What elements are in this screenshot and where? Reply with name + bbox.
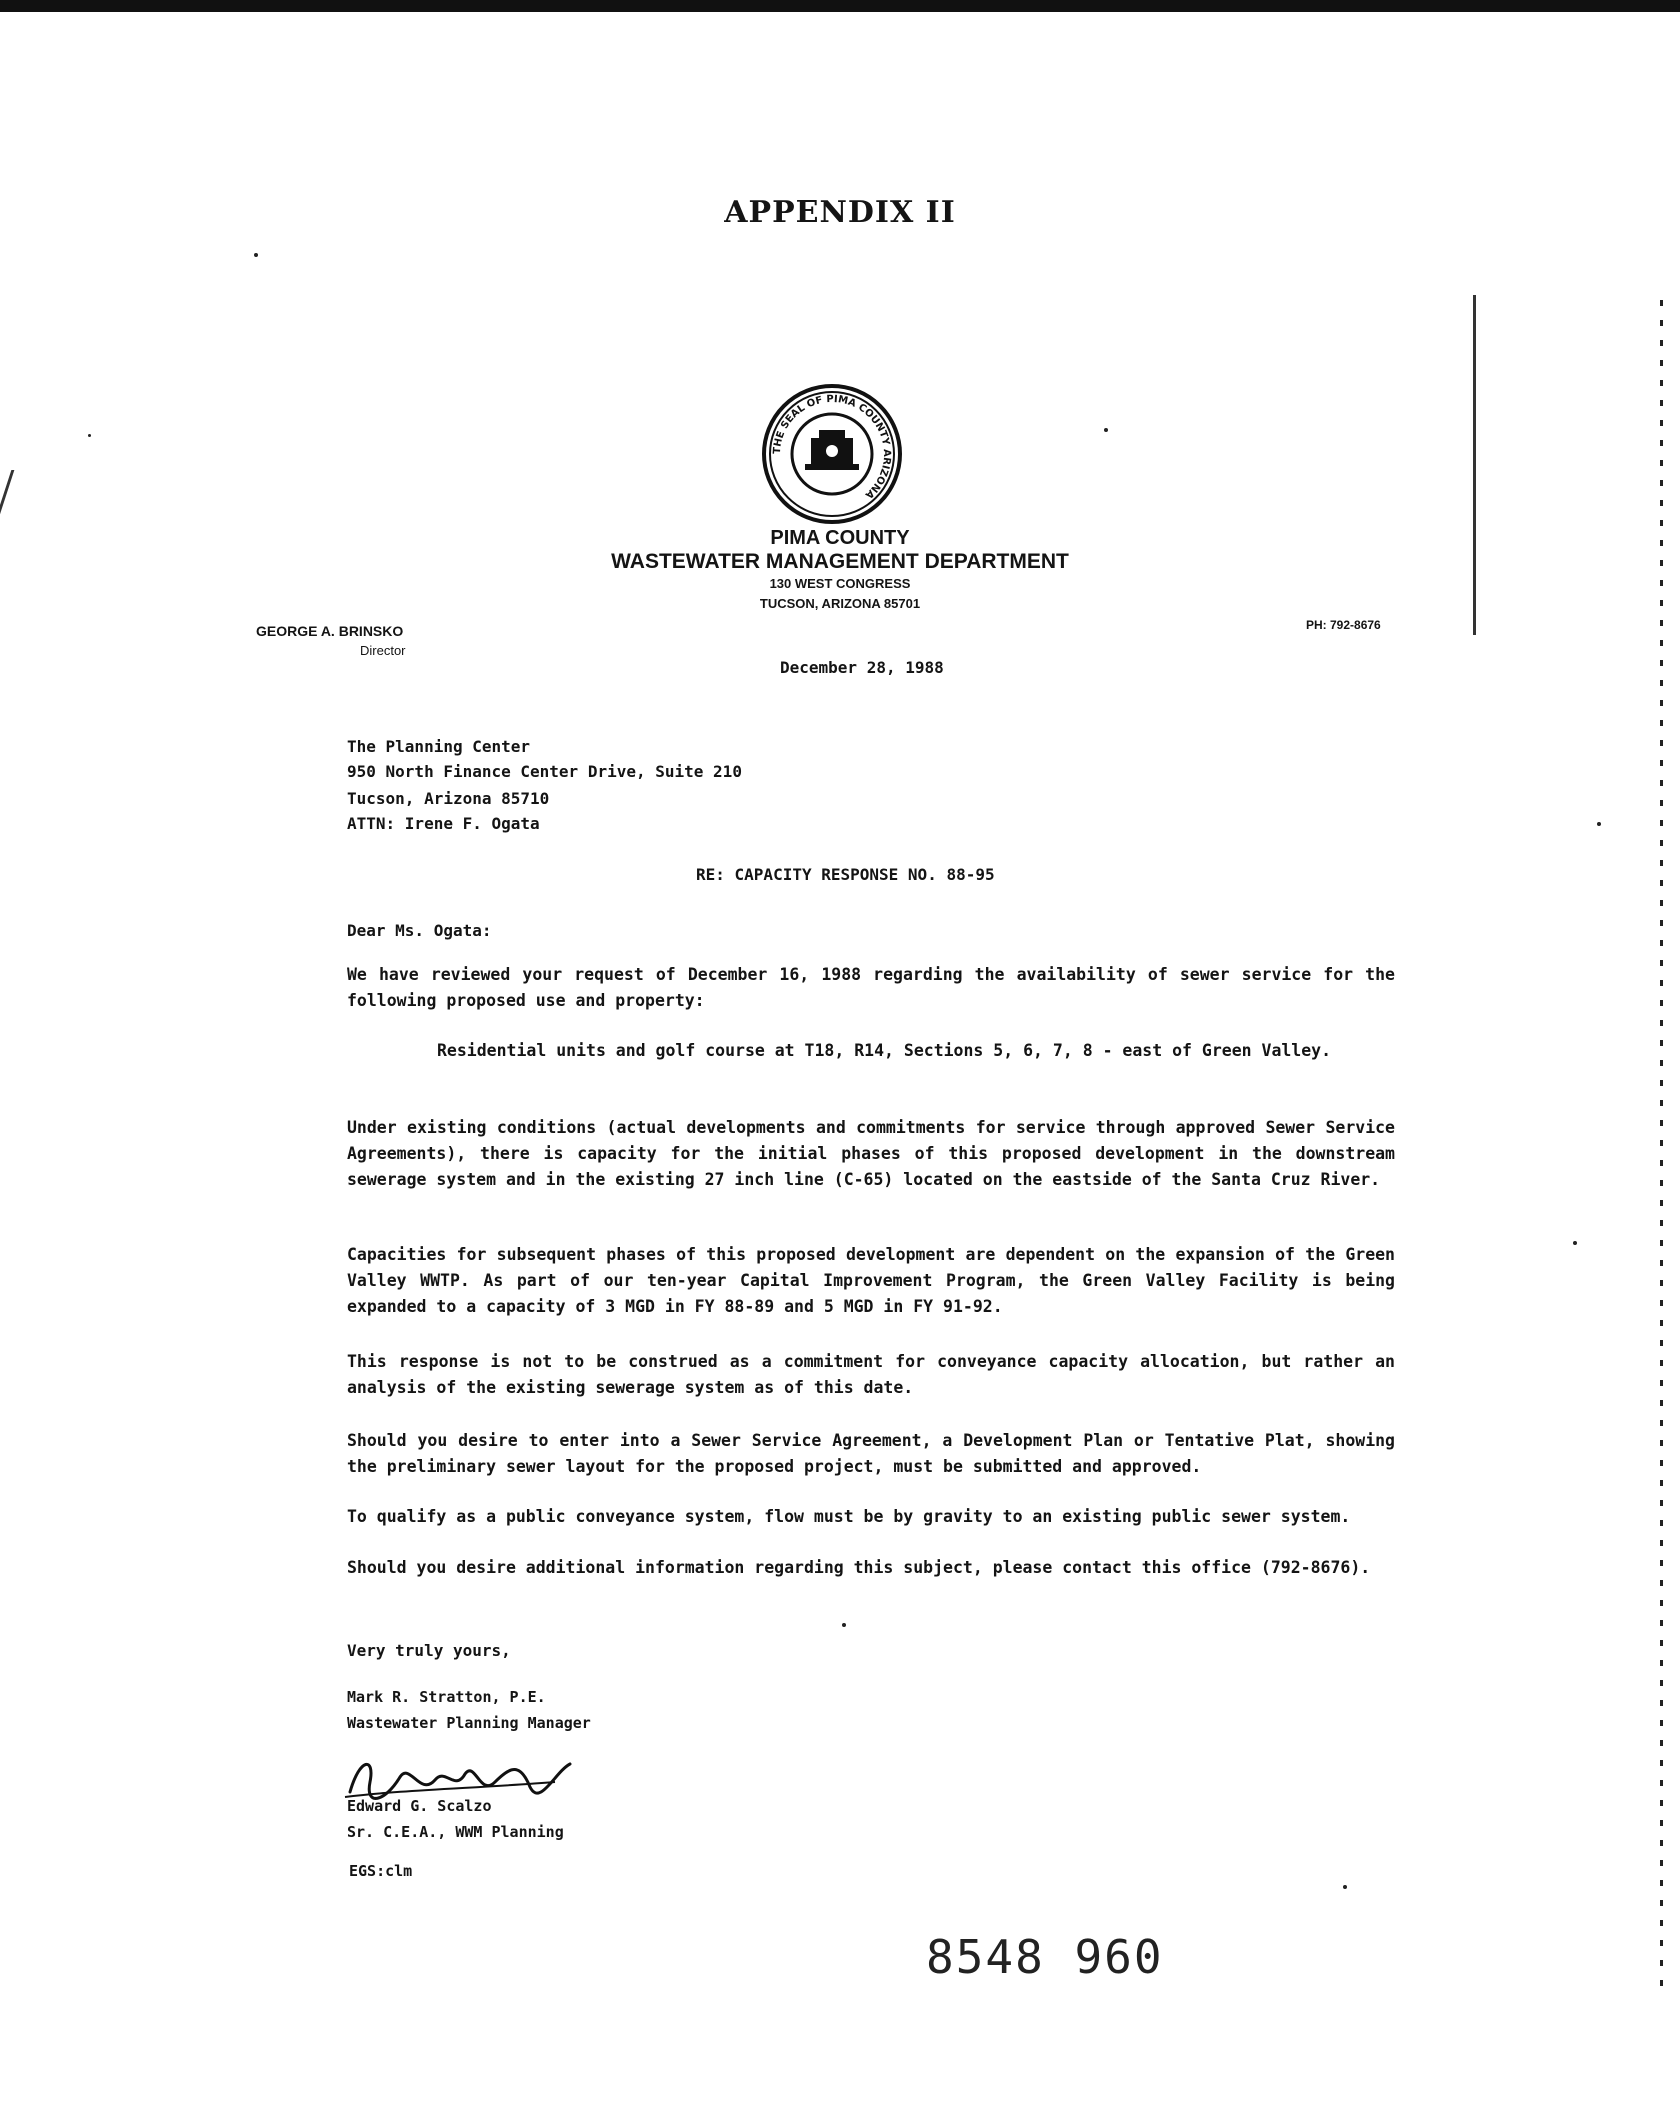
signatory-title: Sr. C.E.A., WWM Planning: [347, 1823, 564, 1841]
typist-initials: EGS:clm: [349, 1862, 413, 1880]
scan-speck: [88, 434, 91, 437]
seal-text: THE SEAL OF PIMA COUNTY ARIZONA: [771, 393, 893, 501]
body-paragraph: This response is not to be construed as a commitment for conveyance capacity allocation, but rather an analysis of the existing sewerage system as of this date.: [347, 1352, 1395, 1397]
appendix-title: APPENDIX II: [724, 195, 956, 230]
scan-speck: [1573, 1241, 1577, 1245]
subject-line: RE: CAPACITY RESPONSE NO. 88-95: [696, 865, 995, 884]
scan-speck: [254, 253, 258, 257]
body-paragraph: Capacities for subsequent phases of this proposed development are dependent on the expansion of the Green Valley WWTP. As part of our ten-year Capital Improvement Program, the Green Valley Facility is being expanded to a capacity of 3 MGD in FY 88-89 and 5 MGD in FY 91-92.: [347, 1245, 1395, 1316]
body-paragraph: Under existing conditions (actual developments and commitments for service through approved Sewer Service Agreements), there is capacity for the initial phases of this proposed development in the downstream sewerage system and in the existing 27 inch line (C-65) located on the eastside of the Santa Cruz River.: [347, 1118, 1395, 1189]
signatory-title: Wastewater Planning Manager: [347, 1714, 591, 1732]
scan-top-edge: [0, 0, 1680, 12]
letterhead-city: TUCSON, ARIZONA 85701: [759, 596, 921, 611]
phone-number: PH: 792-8676: [1306, 618, 1381, 632]
scan-speck: [1104, 428, 1108, 432]
letter-date: December 28, 1988: [780, 658, 944, 677]
recipient-attn: ATTN: Irene F. Ogata: [347, 814, 540, 833]
body-paragraph: Should you desire additional information regarding this subject, please contact this office (792-8676).: [347, 1558, 1371, 1577]
recipient-line: Tucson, Arizona 85710: [347, 789, 550, 808]
body-paragraph: Should you desire to enter into a Sewer Service Agreement, a Development Plan or Tentative Plat, showing the preliminary sewer layout for the proposed project, must be submitted and approved.: [347, 1431, 1395, 1476]
county-seal-icon: [761, 383, 903, 525]
closing: Very truly yours,: [347, 1641, 511, 1660]
signatory-name: Edward G. Scalzo: [347, 1797, 492, 1815]
body-paragraph: We have reviewed your request of December 16, 1988 regarding the availability of sewer service for the following proposed use and property:: [347, 965, 1395, 1010]
scan-speck: [1597, 822, 1601, 826]
letterhead-department: WASTEWATER MANAGEMENT DEPARTMENT: [611, 550, 1069, 573]
property-description: Residential units and golf course at T18, R14, Sections 5, 6, 7, 8 - east of Green Valley.: [437, 1041, 1332, 1060]
body-paragraph: To qualify as a public conveyance system, flow must be by gravity to an existing public sewer system.: [347, 1507, 1351, 1526]
letterhead-county: PIMA COUNTY: [770, 527, 910, 549]
document-number: 8548 960: [926, 1930, 1164, 1984]
scan-speck: [1343, 1885, 1347, 1889]
salutation: Dear Ms. Ogata:: [347, 921, 492, 940]
signatory-name: Mark R. Stratton, P.E.: [347, 1688, 546, 1706]
recipient-line: 950 North Finance Center Drive, Suite 210: [347, 762, 742, 781]
director-title: Director: [360, 643, 406, 658]
recipient-line: The Planning Center: [347, 737, 531, 756]
letterhead-street: 130 WEST CONGRESS: [769, 576, 911, 591]
scan-speck: [842, 1623, 846, 1627]
director-name: GEORGE A. BRINSKO: [256, 623, 404, 639]
